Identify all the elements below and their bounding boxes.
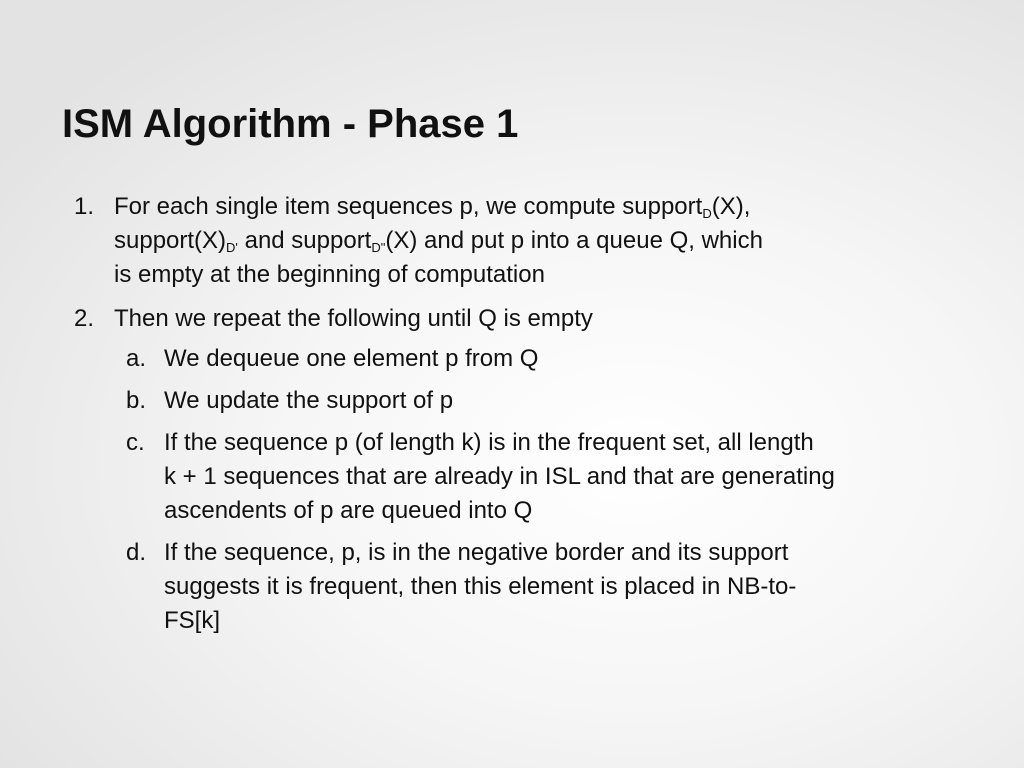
sub-letter: a. <box>126 345 147 372</box>
sub-item-text <box>164 536 974 638</box>
list-item-text <box>114 190 974 292</box>
text-line <box>114 224 974 258</box>
text-run: and support <box>237 227 372 254</box>
sub-item-text: We update the support of p <box>164 387 454 414</box>
text-line <box>114 190 974 224</box>
text-line: If the sequence, p, is in the negative border and its support <box>164 539 789 566</box>
subscript: D' <box>226 240 238 255</box>
text-run: For each single item sequences p, we compute support <box>114 193 703 220</box>
text-line: suggests it is frequent, then this element is placed in NB-to- <box>164 573 797 600</box>
text-line: k + 1 sequences that are already in ISL and that are generating <box>164 463 835 490</box>
list-number: 1. <box>74 193 95 220</box>
slide-title: ISM Algorithm - Phase 1 <box>62 102 519 146</box>
list-item-1 <box>74 190 974 292</box>
slide-body <box>74 190 974 646</box>
text-run: support(X) <box>114 227 227 254</box>
sub-item-b <box>126 384 974 418</box>
subscript: D <box>702 206 712 221</box>
list-item-2 <box>74 302 974 336</box>
text-line: FS[k] <box>164 607 221 634</box>
sub-letter: c. <box>126 429 145 456</box>
sub-item-text <box>164 426 974 528</box>
sub-letter: b. <box>126 387 147 414</box>
list-number: 2. <box>74 305 95 332</box>
sub-item-text: We dequeue one element p from Q <box>164 345 539 372</box>
text-run: (X) and put p into a queue Q, which <box>385 227 763 254</box>
subscript: D" <box>371 240 386 255</box>
sub-item-a <box>126 342 974 376</box>
text-line: ascendents of p are queued into Q <box>164 497 533 524</box>
sub-letter: d. <box>126 539 147 566</box>
list-item-text: Then we repeat the following until Q is empty <box>114 305 593 332</box>
text-line: is empty at the beginning of computation <box>114 261 545 288</box>
text-line: If the sequence p (of length k) is in the frequent set, all length <box>164 429 814 456</box>
sub-item-c <box>126 426 974 528</box>
text-run: (X), <box>711 193 751 220</box>
sub-item-d <box>126 536 974 638</box>
